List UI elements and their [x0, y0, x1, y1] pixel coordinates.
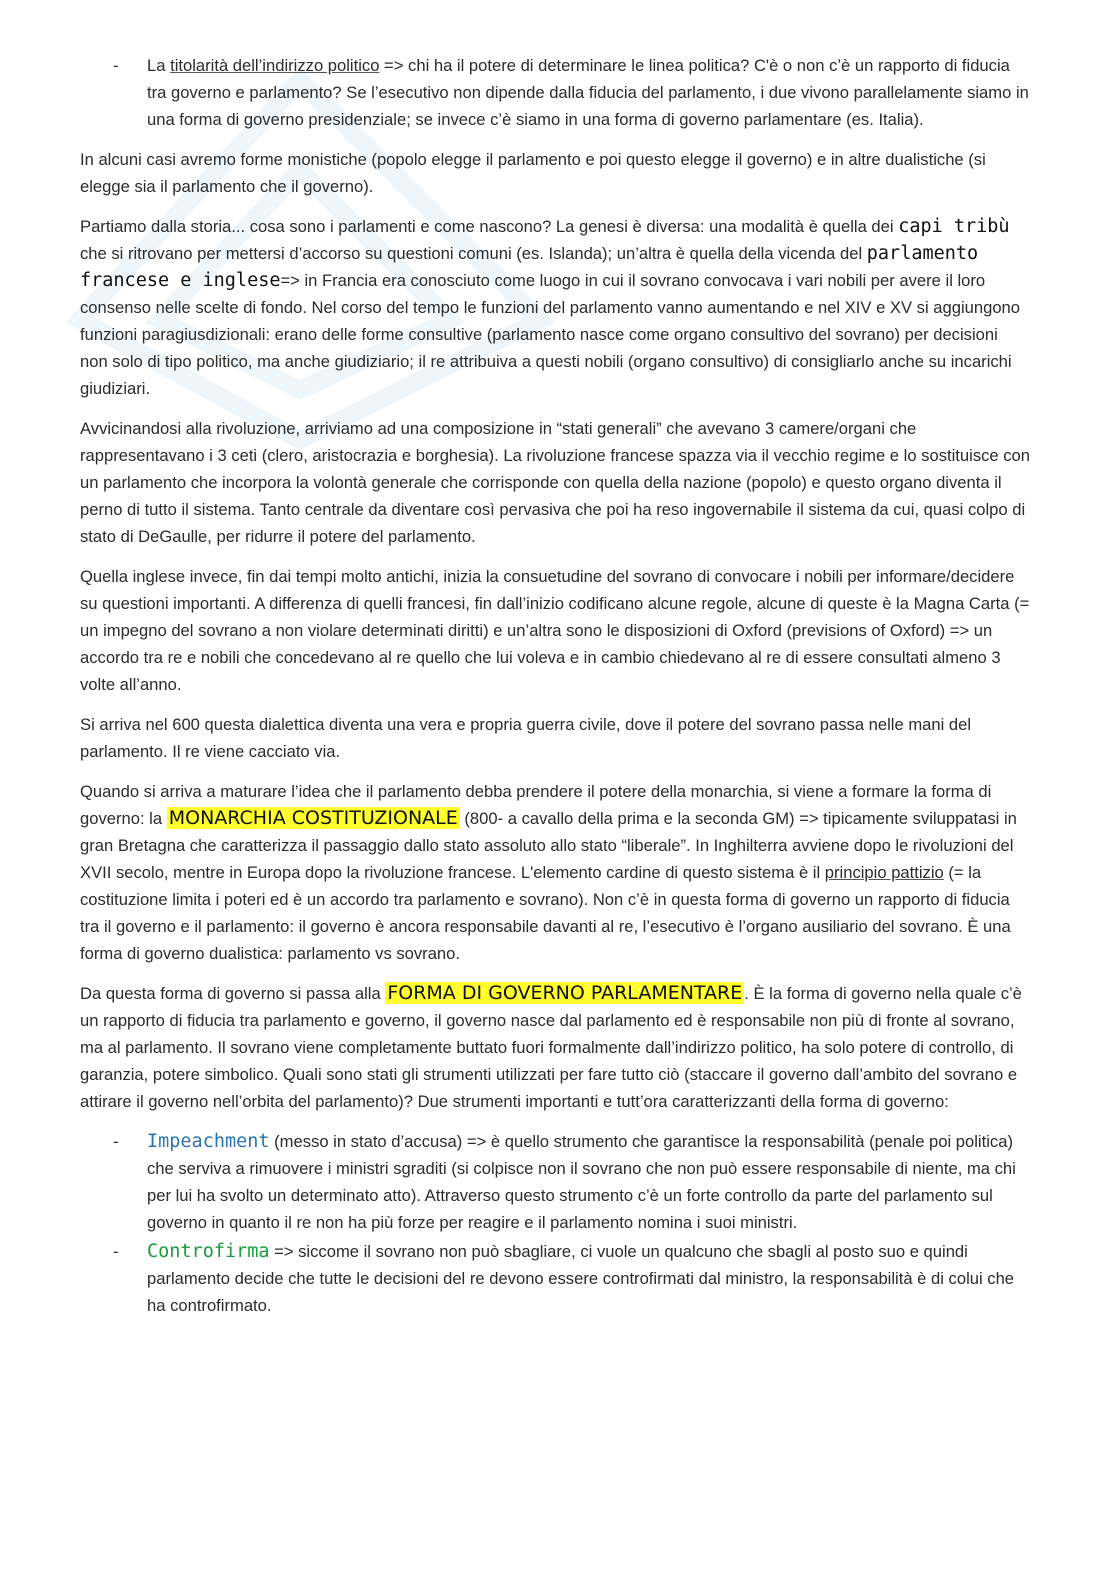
paragraph-governo-parlamentare	[80, 980, 1030, 1115]
highlight-forma-parlamentare: FORMA DI GOVERNO PARLAMENTARE	[387, 982, 743, 1004]
bullet-controfirma	[80, 1238, 1030, 1319]
bullet-indirizzo-politico	[80, 52, 1030, 133]
text-run: . È la forma di governo nella quale c’è un rapporto di fiducia tra parlamento e governo, il governo nasce dal parlamento ed è responsabile non più di fronte al sovrano, ma al parlamento. Il sovrano viene completamente buttato fuori formalmente dall’indirizzo politico, ha solo potere di controllo, di garanzia, potere simbolico. Quali sono stati gli strumenti utilizzati per fare tutto ciò (staccare il governo dall’ambito del sovrano e attirare il governo nell’orbita del parlamento)? Due strumenti importanti e tutt’ora caratterizzanti della forma di governo:	[80, 984, 1022, 1111]
handwritten-term-parlamento: parlamento francese e inglese	[80, 243, 979, 291]
term-impeachment: Impeachment	[147, 1131, 270, 1152]
paragraph-storia-parlamenti	[80, 213, 1030, 402]
paragraph-inglese: Quella inglese invece, fin dai tempi molto antichi, inizia la consuetudine del sovrano di convocare i nobili per informare/decidere su questioni importanti. A differenza di quelli francesi, fin dall’inizio codificano alcune regole, alcune di queste è la Magna Carta (= un impegno del sovrano a non violare determinati diritti) e un’altra sono le disposizioni di Oxford (previsions of Oxford) => un accordo tra re e nobili che concedevano al re quello che lui voleva e in cambio chiedevano al re di essere consultati almeno 3 volte all’anno.	[80, 567, 1030, 694]
text-run: Partiamo dalla storia... cosa sono i parlamenti e come nascono? La genesi è diversa: una modalità è quella dei	[80, 217, 899, 236]
text-run: (800- a cavallo della prima e la seconda GM) => tipicamente sviluppatasi in gran Bretagna che caratterizza il passaggio dallo stato assoluto allo stato “liberale”. In Inghilterra avviene dopo le rivoluzioni del XVII secolo, mentre in Europa dopo la rivoluzione francese. L'elemento cardine di questo sistema è il	[80, 809, 1017, 882]
highlight-monarchia: MONARCHIA COSTITUZIONALE	[168, 807, 458, 829]
handwritten-term-capi-tribu: capi tribù	[898, 216, 1010, 237]
bullet-dash: -	[113, 56, 119, 75]
term-controfirma: Controfirma	[147, 1241, 270, 1262]
underlined-term-indirizzo: titolarità dell’indirizzo politico	[170, 56, 380, 75]
text-run: che si ritrovano per mettersi d’accorso su questioni comuni (es. Islanda); un’altra è quella della vicenda del	[80, 244, 867, 263]
bullet-dash: -	[113, 1132, 119, 1151]
bullet-text-post: => chi ha il potere di determinare le linea politica? C'è o non c’è un rapporto di fiducia tra governo e parlamento? Se l’esecutivo non dipende dalla fiducia del parlamento, i due vivono parallelamente siamo in una forma di governo presidenziale; se invece c’è siamo in una forma di governo parlamentare (es. Italia).	[147, 56, 1029, 129]
bullet-text: (messo in stato d’accusa) => è quello strumento che garantisce la responsabilità (penale poi politica) che serviva a rimuovere i ministri sgraditi (si colpisce non il sovrano che non può essere responsabile di niente, ma chi per lui ha svolto un determinato atto). Attraverso questo strumento c’è un forte controllo da parte del parlamento sul governo in quanto il re non ha più forze per reagire e il parlamento nomina i suoi ministri.	[147, 1132, 1016, 1232]
bullet-impeachment	[80, 1128, 1030, 1236]
underlined-term-pattizio: principio pattizio	[824, 863, 944, 882]
paragraph-guerra-civile: Si arriva nel 600 questa dialettica diventa una vera e propria guerra civile, dove il potere del sovrano passa nelle mani del parlamento. Il re viene cacciato via.	[80, 715, 972, 761]
text-run: Da questa forma di governo si passa alla	[80, 984, 386, 1003]
bullet-text: => siccome il sovrano non può sbagliare, ci vuole un qualcuno che sbagli al posto suo e quindi parlamento decide che tutte le decisioni del re devono essere controfirmati dal ministro, la responsabilità è di colui che ha controfirmato.	[147, 1242, 1015, 1315]
text-run: Quando si arriva a maturare l’idea che il parlamento debba prendere il potere della monarchia, si viene a formare la forma di governo: la	[80, 782, 992, 828]
bullet-text-pre: La	[147, 56, 171, 75]
paragraph-stati-generali: Avvicinandosi alla rivoluzione, arriviamo ad una composizione in “stati generali” che avevano 3 camere/organi che rappresentavano i 3 ceti (clero, aristocrazia e borghesia). La rivoluzione francese spazza via il vecchio regime e lo sostituisce con un parlamento che incorpora la volontà generale che corrisponde con quella della nazione (popolo) e questo organo diventa il perno di tutto il sistema. Tanto centrale da diventare così pervasiva che poi ha reso ingovernabile il sistema da cui, quasi colpo di stato di DeGaulle, per ridurre il potere del parlamento.	[80, 419, 1031, 546]
document-body	[80, 52, 1030, 1332]
bullet-dash: -	[113, 1242, 119, 1261]
text-run: (= la costituzione limita i poteri ed è un accordo tra parlamento e sovrano). Non c’è in questa forma di governo un rapporto di fiducia tra il governo e il parlamento: il governo è ancora responsabile davanti al re, l’esecutivo è l’organo ausiliario del sovrano. È una forma di governo dualistica: parlamento vs sovrano.	[80, 863, 1011, 963]
paragraph-monarchia-costituzionale	[80, 778, 1030, 967]
text-run: => in Francia era conosciuto come luogo in cui il sovrano convocava i vari nobili per avere il loro consenso nelle scelte di fondo. Nel corso del tempo le funzioni del parlamento vanno aumentando e nel XIV e XV si aggiungono funzioni paragiusdizionali: erano delle forme consultive (parlamento nasce come organo consultivo del sovrano) per decisioni non solo di tipo politico, ma anche giudiziario; il re attribuiva a questi nobili (organo consultivo) di consigliarlo anche su incarichi giudiziari.	[80, 271, 1021, 398]
paragraph-forme-monistiche: In alcuni casi avremo forme monistiche (popolo elegge il parlamento e poi questo elegge il governo) e in altre dualistiche (si elegge sia il parlamento che il governo).	[80, 150, 986, 196]
